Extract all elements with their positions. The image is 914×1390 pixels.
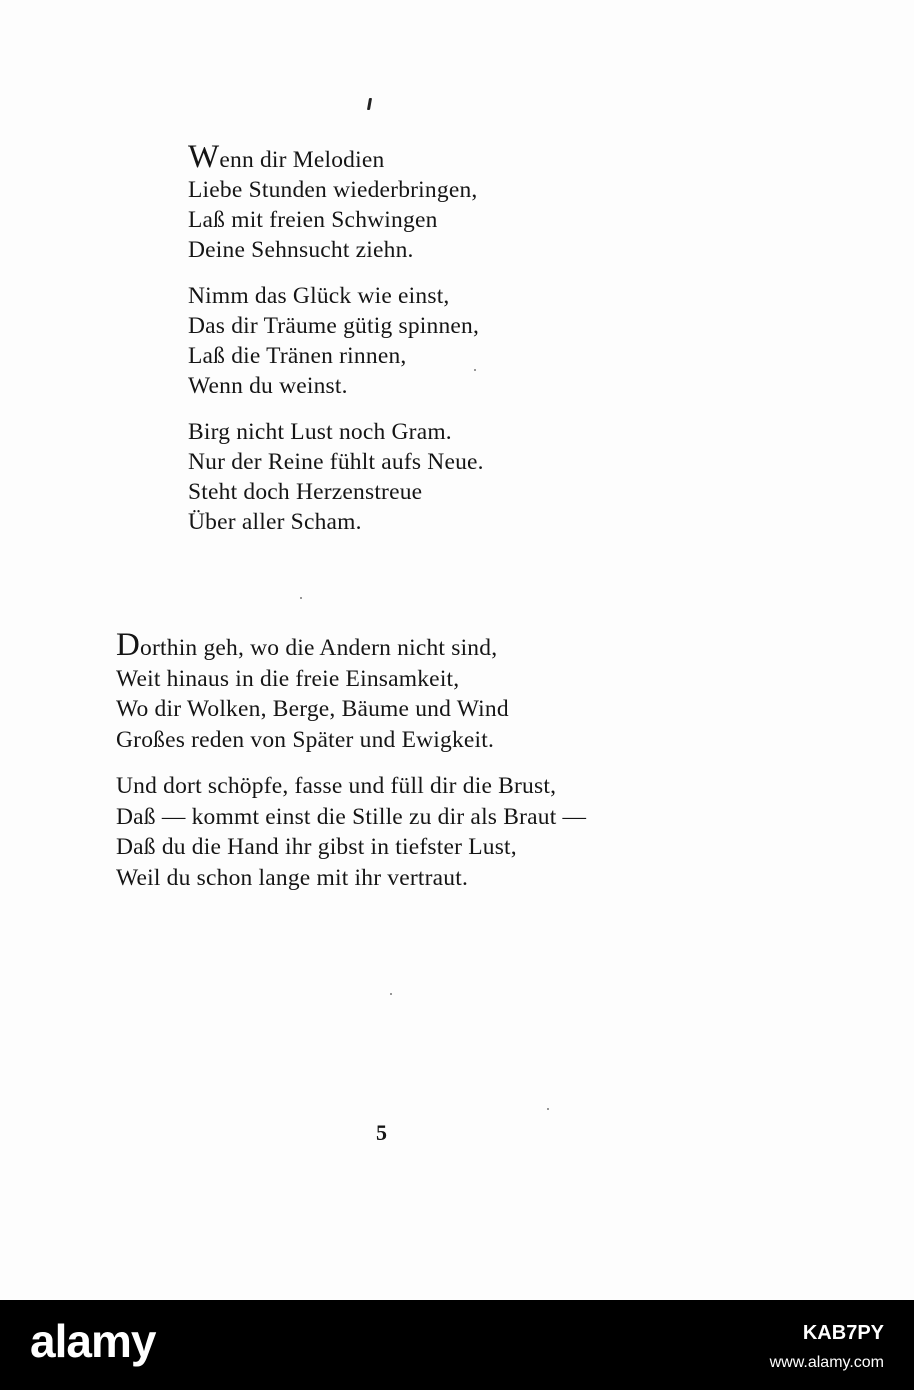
poem-line: Laß mit freien Schwingen	[188, 207, 438, 233]
poem-1	[188, 139, 484, 537]
initial-letter: D	[116, 627, 141, 663]
poem-line: Das dir Träume gütig spinnen,	[188, 313, 480, 339]
poem-1-stanza-3	[188, 417, 484, 537]
poem-line: Wenn du weinst.	[188, 373, 348, 399]
site-url: www.alamy.com	[769, 1354, 884, 1371]
poem-line: Weit hinaus in die freie Einsamkeit,	[116, 665, 460, 692]
poem-line: Weil du schon lange mit ihr vertraut.	[116, 864, 469, 891]
poem-line: Deine Sehnsucht ziehn.	[188, 237, 414, 263]
poem-1-stanza-2	[188, 281, 484, 401]
printer-mark	[367, 98, 372, 110]
poem-line: Nimm das Glück wie einst,	[188, 283, 450, 309]
poem-2	[116, 627, 587, 893]
poem-line-text: orthin geh, wo die Andern nicht sind,	[140, 635, 498, 661]
paper-speck	[474, 369, 476, 371]
poem-2-stanza-2	[116, 771, 586, 893]
paper-speck	[390, 993, 392, 995]
poem-line: Birg nicht Lust noch Gram.	[188, 419, 452, 445]
paper-speck	[300, 597, 302, 599]
initial-letter: W	[188, 139, 220, 175]
poem-line: Großes reden von Später und Ewigkeit.	[116, 726, 495, 753]
poem-line: Laß die Tränen rinnen,	[188, 343, 407, 369]
watermark-footer	[0, 1300, 914, 1390]
poem-line: Daß — kommt einst die Stille zu dir als Braut —	[116, 803, 587, 830]
poem-line: Liebe Stunden wiederbringen,	[188, 177, 478, 203]
poem-line: Über aller Scham.	[188, 509, 362, 535]
poem-line: Und dort schöpfe, fasse und füll dir die Brust,	[116, 773, 557, 799]
poem-line: Nur der Reine fühlt aufs Neue.	[188, 449, 484, 475]
image-id: KAB7PY	[802, 1322, 884, 1344]
poem-line	[188, 139, 484, 175]
alamy-logo: alamy	[30, 1315, 156, 1367]
poem-line: Steht doch Herzenstreue	[188, 479, 423, 505]
poem-line	[116, 627, 586, 664]
poem-2-stanza-1	[116, 627, 586, 755]
poem-line-text: enn dir Melodien	[219, 147, 385, 173]
page-number: 5	[376, 1120, 387, 1145]
paper-speck	[547, 1108, 549, 1110]
poem-1-stanza-1	[188, 139, 484, 265]
poem-line: Daß du die Hand ihr gibst in tiefster Lust,	[116, 834, 517, 860]
poem-line: Wo dir Wolken, Berge, Bäume und Wind	[116, 696, 509, 722]
